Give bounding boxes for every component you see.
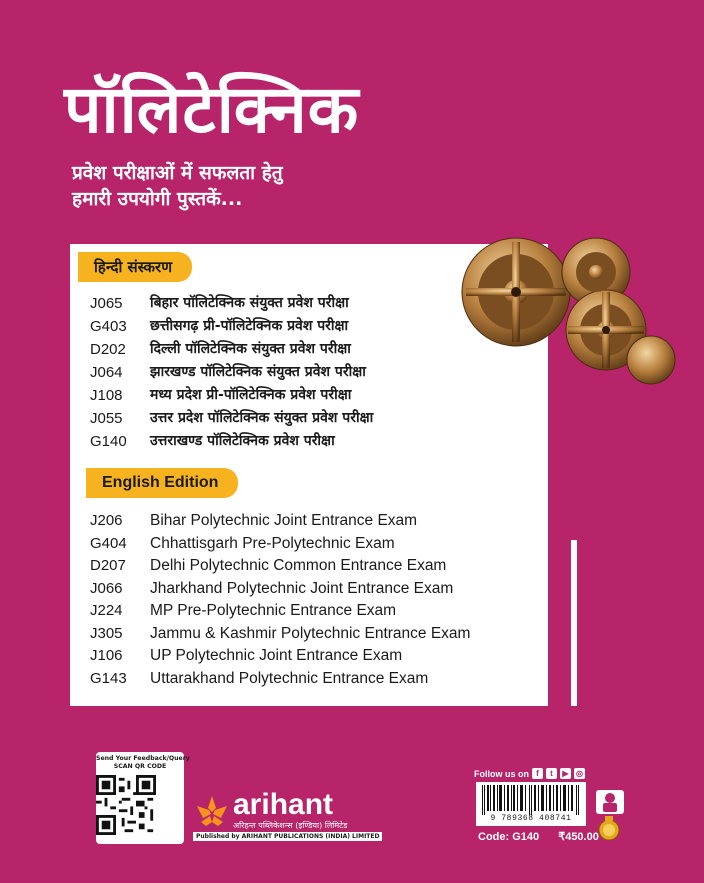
- book-code: G403: [90, 318, 127, 335]
- facebook-icon[interactable]: f: [532, 768, 543, 779]
- qr-caption: [96, 752, 190, 771]
- list-item: [90, 623, 470, 646]
- list-item: [90, 338, 373, 361]
- book-title: बिहार पॉलिटेक्निक संयुक्त प्रवेश परीक्षा: [150, 295, 349, 311]
- book-code-label: Code: G140: [478, 831, 540, 843]
- book-code: J106: [90, 647, 123, 664]
- book-code: J206: [90, 512, 123, 529]
- twitter-icon[interactable]: t: [546, 768, 557, 779]
- book-title: MP Pre-Polytechnic Entrance Exam: [150, 602, 397, 619]
- book-title: Bihar Polytechnic Joint Entrance Exam: [150, 512, 418, 529]
- feedback-qr-card[interactable]: [96, 752, 190, 844]
- brand-hindi: अरिहन्त पब्लिकेशन्स (इण्डिया) लिमिटेड: [233, 821, 348, 830]
- book-code: D207: [90, 557, 126, 574]
- book-code: J055: [90, 410, 123, 427]
- list-item: [90, 315, 373, 338]
- accent-bar: [571, 540, 577, 706]
- list-item: [90, 533, 470, 556]
- follow-label: Follow us on: [474, 768, 529, 779]
- book-title: Jharkhand Polytechnic Joint Entrance Exam: [150, 579, 454, 597]
- book-title: Chhattisgarh Pre-Polytechnic Exam: [150, 534, 395, 552]
- book-title: UP Polytechnic Joint Entrance Exam: [150, 647, 403, 664]
- list-item: [90, 645, 470, 668]
- list-item: [90, 510, 470, 533]
- qr-code-icon[interactable]: [96, 775, 156, 835]
- book-code: D202: [90, 341, 126, 358]
- brand-name: arihant: [233, 788, 334, 821]
- instagram-icon[interactable]: ◎: [574, 768, 585, 779]
- book-code: J066: [90, 579, 123, 597]
- book-title: Delhi Polytechnic Common Entrance Exam: [150, 557, 447, 574]
- gears-illustration: [446, 212, 676, 392]
- book-title: Uttarakhand Polytechnic Entrance Exam: [150, 669, 429, 687]
- qr-caption-line-1: Send Your Feedback/Query: [96, 755, 190, 762]
- award-medal-icon: [598, 816, 620, 842]
- book-code: J108: [90, 387, 123, 404]
- book-title: उत्तराखण्ड पॉलिटेक्निक प्रवेश परीक्षा: [150, 433, 335, 449]
- english-edition-list: [90, 510, 470, 690]
- youtube-icon[interactable]: ▶: [560, 768, 571, 779]
- list-item: [90, 668, 470, 691]
- follow-us: [474, 768, 585, 779]
- english-edition-tag: English Edition: [86, 468, 238, 498]
- list-item: [90, 430, 373, 453]
- book-title: मध्य प्रदेश प्री-पॉलिटेक्निक प्रवेश परीक्षा: [150, 387, 352, 403]
- list-item: [90, 407, 373, 430]
- hindi-edition-list: [90, 292, 373, 453]
- book-title: दिल्ली पॉलिटेक्निक संयुक्त प्रवेश परीक्षा: [150, 341, 351, 357]
- list-item: [90, 555, 470, 578]
- cover-title: पॉलिटेक्निक: [64, 71, 360, 148]
- book-code: J224: [90, 602, 123, 619]
- list-item: [90, 384, 373, 407]
- qr-caption-line-2: SCAN QR CODE: [113, 763, 167, 770]
- book-code: J065: [90, 295, 123, 312]
- publisher-line: Published by ARIHANT PUBLICATIONS (INDIA) LIMITED: [193, 832, 382, 841]
- hindi-edition-tag: हिन्दी संस्करण: [78, 252, 192, 282]
- list-item: [90, 600, 470, 623]
- book-code: J305: [90, 624, 123, 642]
- price: ₹450.00: [558, 831, 599, 843]
- isbn-number: 9 789368 408741: [490, 814, 572, 823]
- book-title: उत्तर प्रदेश पॉलिटेक्निक संयुक्त प्रवेश परीक्षा: [150, 410, 374, 426]
- barcode-icon: [480, 785, 582, 815]
- book-title: Jammu & Kashmir Polytechnic Entrance Exam: [150, 624, 471, 642]
- subtitle-line-2: हमारी उपयोगी पुस्तकें...: [72, 188, 243, 210]
- book-code: J064: [90, 364, 123, 381]
- subtitle-line-1: प्रवेश परीक्षाओं में सफलता हेतु: [72, 162, 283, 184]
- barcode: [476, 782, 586, 826]
- book-code: G404: [90, 534, 127, 552]
- book-code: G143: [90, 669, 127, 687]
- book-code: G140: [90, 433, 127, 450]
- arihant-logo-icon: [193, 792, 231, 830]
- book-title: छत्तीसगढ़ प्री-पॉलिटेक्निक प्रवेश परीक्षा: [150, 318, 349, 334]
- list-item: [90, 292, 373, 315]
- book-title: झारखण्ड पॉलिटेक्निक संयुक्त प्रवेश परीक्षा: [150, 364, 366, 380]
- list-item: [90, 361, 373, 384]
- cover-subtitle: [72, 160, 283, 212]
- price-row: [478, 830, 599, 843]
- list-item: [90, 578, 470, 601]
